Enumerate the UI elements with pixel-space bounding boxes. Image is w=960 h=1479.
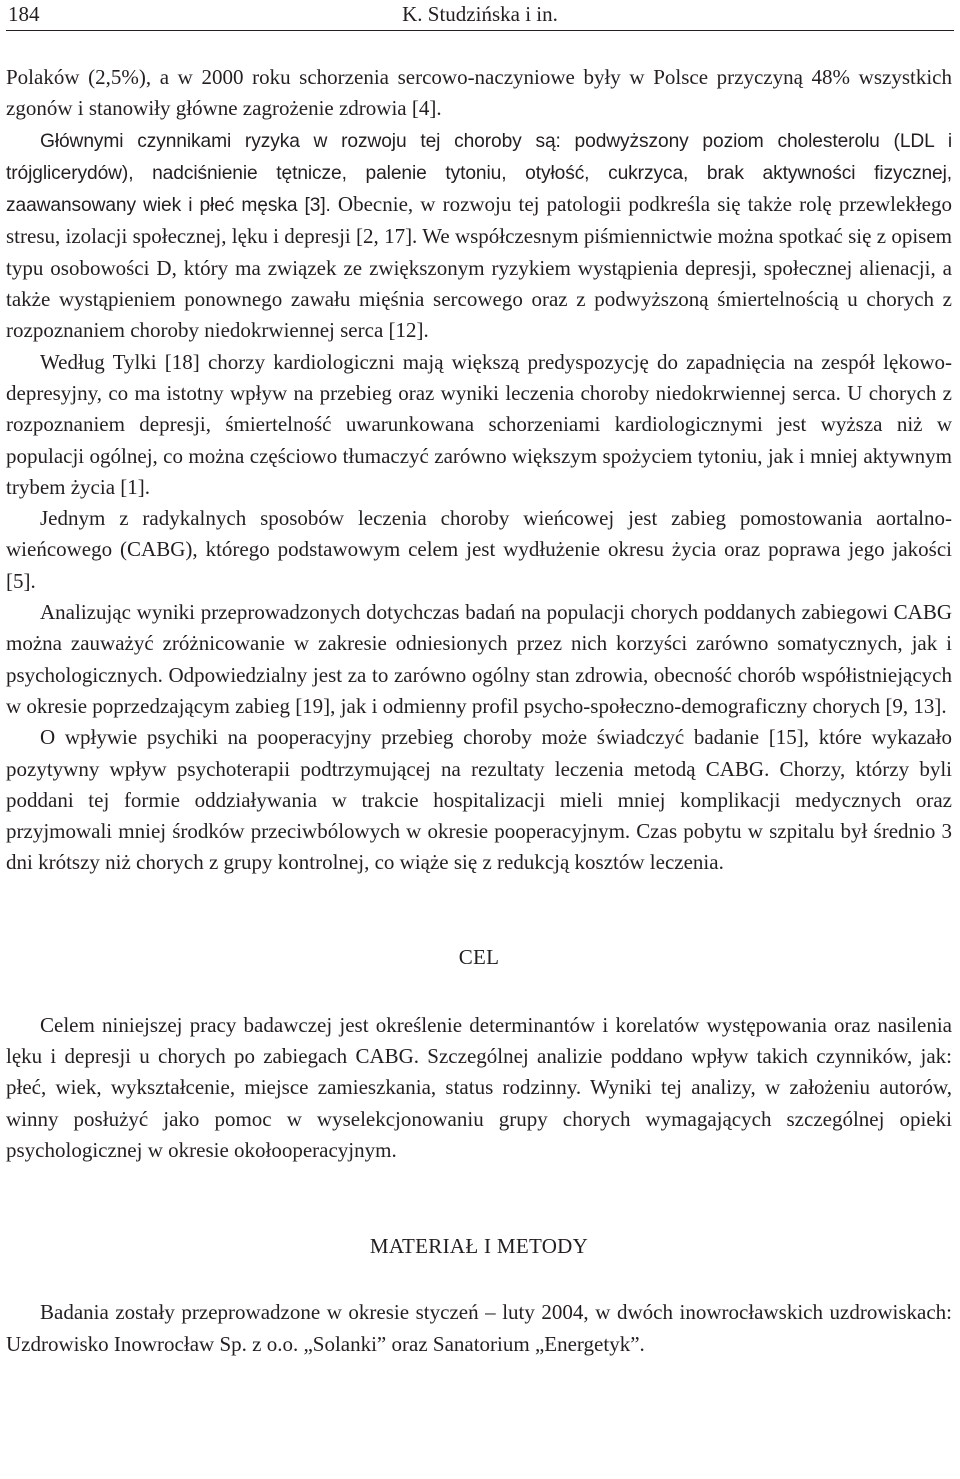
header-rule bbox=[6, 30, 954, 31]
paragraph-tylka: Według Tylki [18] chorzy kardiologiczni mają większą predyspozycję do zapadnięcia na zespół lękowo-depresyjny, co ma istotny wpływ na przebieg oraz wyniki leczenia choroby niedokrwiennej serca. U chorych z rozpoznaniem depresji, śmiertelność uwarunkowana schorzeniami kardiologicznymi jest wyższa niż w populacji ogólnej, co można częściowo tłumaczyć zarówno większym spożyciem tytoniu, jak i mniej aktywnym trybem życia [1]. bbox=[6, 349, 952, 499]
paragraph-analysis: Analizując wyniki przeprowadzonych dotychczas badań na populacji chorych poddanych zabiegowi CABG można zauważyć zróżnicowanie w zakresie odniesionych przez nich korzyści zarówno somatycznych, jak i psychologicznych. Odpowiedzialny jest za to zarówno ogólny stan zdrowia, obecność chorób współistniejących w okresie poprzedzającym zabieg [19], jak i odmienny profil psycho-społeczno-demograficzny chorych [9, 13]. bbox=[6, 600, 952, 718]
risk-factors-serif-text: Obecnie, w rozwoju tej patologii podkreśla się także rolę przewlekłego stresu, izolacji społecznej, lęku i depresji [2, 17]. We współczesnym piśmiennictwie można spotkać się z opisem typu osobowości D, który ma związek ze zwiększonym ryzykiem wystąpienia depresji, społecznej alienacji, a także wystąpieniem ponownego zawału mięśnia sercowego oraz z podwyższoną śmiertelnością u chorych z rozpoznaniem choroby niedokrwiennej serca [12]. bbox=[6, 192, 952, 343]
paragraph-cabg: Jednym z radykalnych sposobów leczenia choroby wieńcowej jest zabieg pomostowania aortalno-wieńcowego (CABG), którego podstawowym celem jest wydłużenie okresu życia oraz poprawa jego jakości [5]. bbox=[6, 506, 952, 593]
paragraph-cel: Celem niniejszej pracy badawczej jest określenie determinantów i korelatów występowania oraz nasilenia lęku i depresji u chorych po zabiegach CABG. Szczególnej analizie poddano wpływ takich czynników, jak: płeć, wiek, wykształcenie, miejsce zamieszkania, status rodzinny. Wyniki tej analizy, w założeniu autorów, winny posłużyć jako pomoc w wyselekcjonowaniu grupy chorych wymagających szczególnej opieki psychologicznej w okresie okołooperacyjnym. bbox=[6, 1012, 952, 1162]
page-header bbox=[6, 0, 954, 34]
article-body bbox=[6, 62, 952, 1360]
section-heading-cel: CEL bbox=[458, 944, 500, 969]
paragraph-material: Badania zostały przeprowadzone w okresie styczeń – luty 2004, w dwóch inowrocławskich uzdrowiskach: Uzdrowisko Inowrocław Sp. z o.o. „Solanki” oraz Sanatorium „Energetyk”. bbox=[6, 1300, 952, 1356]
running-head: K. Studzińska i in. bbox=[402, 2, 558, 26]
paragraph-risk-factors bbox=[6, 125, 952, 347]
risk-factors-sans-text: Głównymi czynnikami ryzyka w rozwoju tej choroby są: podwyższony poziom cholesterolu (LDL i trójglicerydów), nadciśnienie tętnicze, palenie tytoniu, otyłość, cukrzyca, brak aktywności fizycznej, zaawansowany wiek i płeć męska [3]. bbox=[6, 130, 952, 217]
paragraph-psyche: O wpływie psychiki na pooperacyjny przebieg choroby może świadczyć badanie [15], które wykazało pozytywny wpływ psychoterapii podtrzymującej na rezultaty leczenia metodą CABG. Chorzy, którzy byli poddani tej formie oddziaływania w trakcie hospitalizacji mieli mniej komplikacji medycznych oraz przyjmowali mniej środków przeciwbólowych w okresie pooperacyjnym. Czas pobytu w szpitalu był średnio 3 dni krótszy niż chorych z grupy kontrolnej, co wiąże się z redukcją kosztów leczenia. bbox=[6, 725, 952, 875]
page-number: 184 bbox=[8, 2, 40, 26]
section-heading-material: MATERIAŁ I METODY bbox=[369, 1234, 589, 1259]
paragraph-continued: Polaków (2,5%), a w 2000 roku schorzenia sercowo-naczyniowe były w Polsce przyczyną 48% wszystkich zgonów i stanowiły główne zagrożenie zdrowia [4]. bbox=[6, 65, 952, 121]
